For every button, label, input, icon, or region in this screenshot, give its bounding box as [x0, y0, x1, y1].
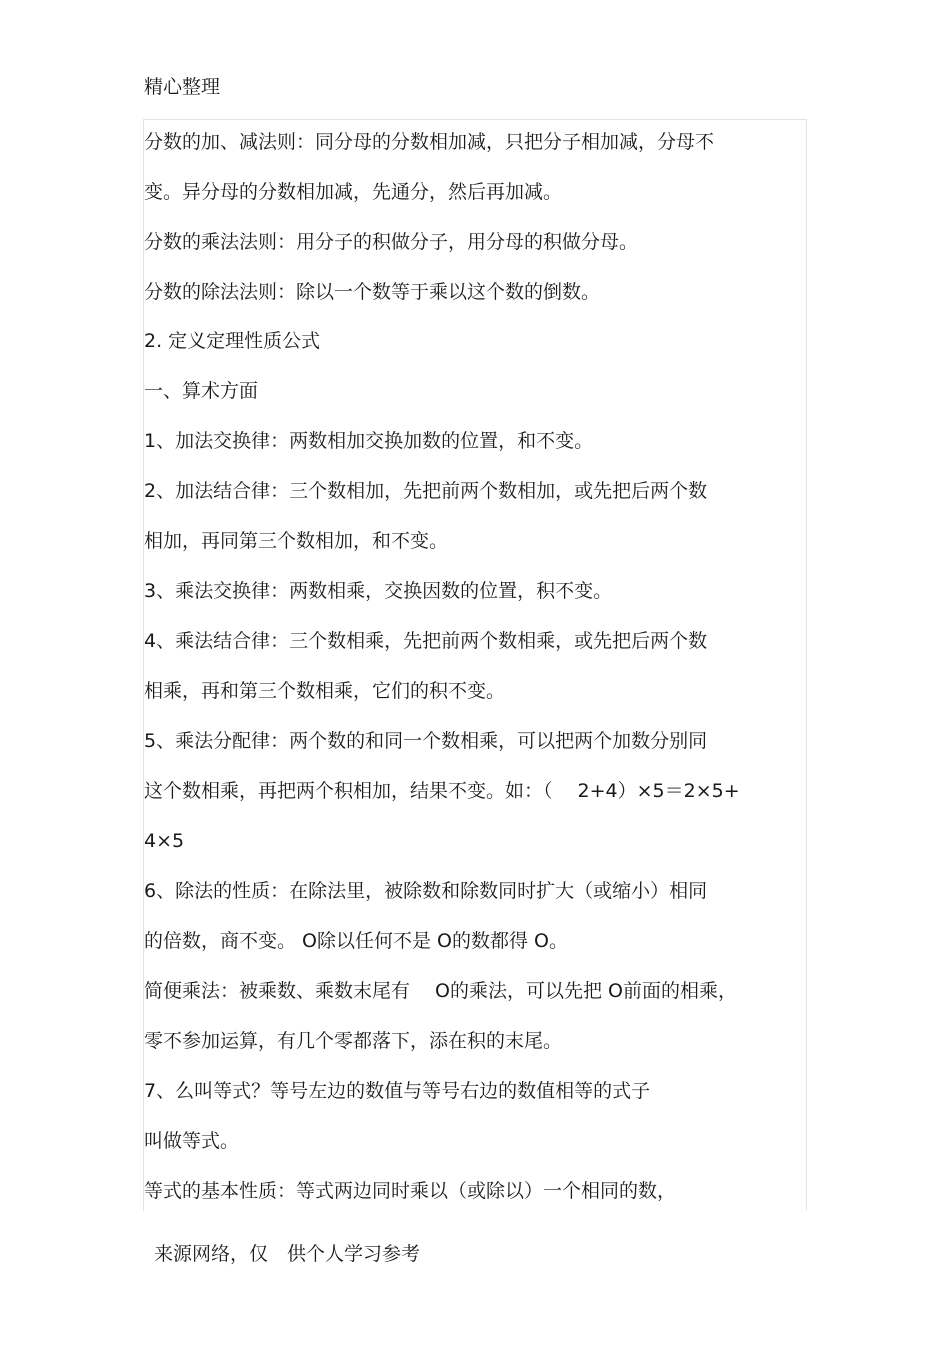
footer-note: 来源网络，仅 供个人学习参考 [154, 1243, 421, 1265]
text-line: 分数的乘法法则：用分子的积做分子，用分母的积做分母。 [144, 231, 639, 253]
text-line: 相加，再同第三个数相加，和不变。 [144, 530, 449, 552]
text-line: 1、加法交换律：两数相加交换加数的位置，和不变。 [144, 430, 594, 452]
text-line: 等式的基本性质：等式两边同时乘以（或除以）一个相同的数， [144, 1180, 677, 1202]
text-line: 6、除法的性质：在除法里，被除数和除数同时扩大（或缩小）相同 [144, 880, 708, 902]
text-line: 5、乘法分配律：两个数的和同一个数相乘，可以把两个加数分别同 [144, 730, 708, 752]
text-line: 7、么叫等式？等号左边的数值与等号右边的数值相等的式子 [144, 1080, 651, 1102]
section-heading: 一、算术方面 [144, 380, 259, 402]
text-line: 2、加法结合律：三个数相加，先把前两个数相加，或先把后两个数 [144, 480, 708, 502]
text-line: 4、乘法结合律：三个数相乘，先把前两个数相乘，或先把后两个数 [144, 630, 708, 652]
text-line: 的倍数，商不变。 O除以任何不是 O的数都得 O。 [144, 930, 568, 952]
text-line: 4×5 [144, 830, 185, 852]
text-line: 3、乘法交换律：两数相乘，交换因数的位置，积不变。 [144, 580, 613, 602]
text-line: 分数的除法法则：除以一个数等于乘以这个数的倒数。 [144, 281, 601, 303]
text-line: 变。异分母的分数相加减，先通分，然后再加减。 [144, 181, 563, 203]
text-line: 零不参加运算，有几个零都落下，添在积的末尾。 [144, 1030, 563, 1052]
text-line: 相乘，再和第三个数相乘，它们的积不变。 [144, 680, 506, 702]
section-heading: 2. 定义定理性质公式 [144, 330, 321, 352]
text-line: 分数的加、减法则：同分母的分数相加减，只把分子相加减，分母不 [144, 131, 715, 153]
text-line: 简便乘法：被乘数、乘数末尾有 O的乘法，可以先把 O前面的相乘， [144, 980, 737, 1002]
page-header-title: 精心整理 [144, 76, 221, 98]
text-line: 叫做等式。 [144, 1130, 240, 1152]
text-line: 这个数相乘，再把两个积相加，结果不变。如：（ 2+4）×5＝2×5+ [144, 780, 740, 802]
